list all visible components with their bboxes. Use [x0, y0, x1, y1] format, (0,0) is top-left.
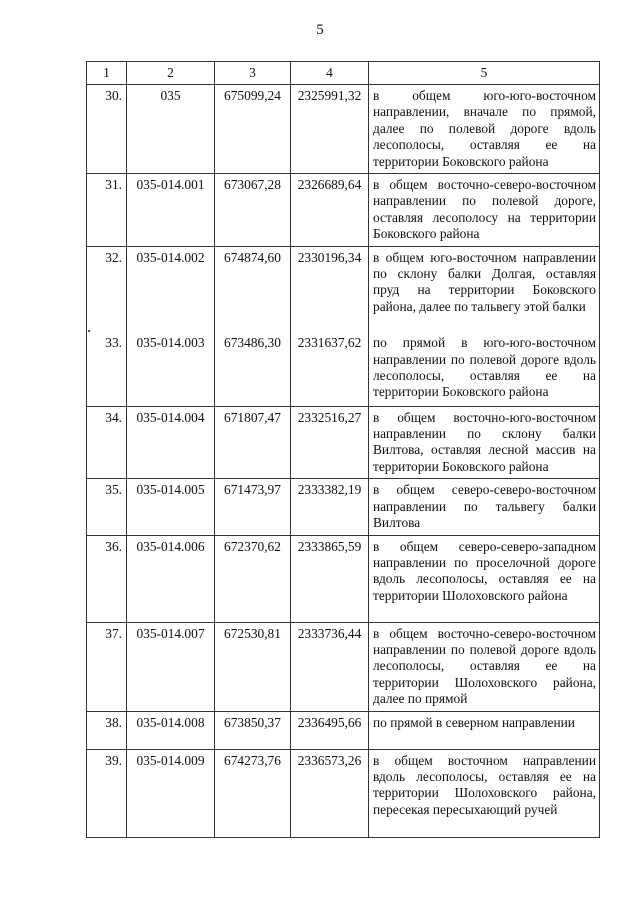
table-row — [87, 622, 600, 711]
point-code: 035-014.004 — [127, 406, 215, 479]
point-code: 035-014.003 — [127, 332, 215, 406]
y-coordinate: 2330196,34 — [291, 246, 369, 332]
route-description: в общем юго-восточном направлении по склону балки Долгая, оставляя пруд на территории Боковского района, далее по тальвегу этой балки — [369, 246, 600, 332]
row-number: 35. — [87, 479, 127, 535]
point-code: 035 — [127, 85, 215, 174]
table-row — [87, 174, 600, 247]
boundary-points-table — [86, 61, 600, 838]
x-coordinate: 673067,28 — [215, 174, 291, 247]
header-row — [87, 62, 600, 85]
col-header-2: 2 — [127, 62, 215, 85]
row-number: 34. — [87, 406, 127, 479]
y-coordinate: 2326689,64 — [291, 174, 369, 247]
route-description: по прямой в юго-юго-восточном направлении по полевой дороге вдоль лесополосы, оставляя ее на территории Боковского района — [369, 332, 600, 406]
point-code: 035-014.005 — [127, 479, 215, 535]
x-coordinate: 673486,30 — [215, 332, 291, 406]
row-number: 38. — [87, 711, 127, 749]
point-code: 035-014.007 — [127, 622, 215, 711]
x-coordinate: 675099,24 — [215, 85, 291, 174]
y-coordinate: 2325991,32 — [291, 85, 369, 174]
route-description: в общем восточно-северо-восточном направлении по полевой дороге вдоль лесополосы, оставляя ее на территории Шолоховского района, далее по прямой — [369, 622, 600, 711]
row-number: 36. — [87, 535, 127, 622]
table-row — [87, 332, 600, 406]
route-description: по прямой в северном направлении — [369, 711, 600, 749]
y-coordinate: 2332516,27 — [291, 406, 369, 479]
row-number: 31. — [87, 174, 127, 247]
point-code: 035-014.001 — [127, 174, 215, 247]
table-row — [87, 85, 600, 174]
table-row — [87, 406, 600, 479]
y-coordinate: 2333382,19 — [291, 479, 369, 535]
row-number: 37. — [87, 622, 127, 711]
col-header-5: 5 — [369, 62, 600, 85]
table-row — [87, 711, 600, 749]
route-description: в общем восточном направлении вдоль лесополосы, оставляя ее на территории Шолоховского района, пересекая пересыхающий ручей — [369, 749, 600, 837]
table-row — [87, 246, 600, 332]
route-description: в общем восточно-юго-восточном направлении по склону балки Вилтова, оставляя лесной массив на территории Боковского района — [369, 406, 600, 479]
page-number: 5 — [316, 22, 324, 38]
row-number: 32. — [87, 246, 127, 332]
col-header-3: 3 — [215, 62, 291, 85]
route-description: в общем юго-юго-восточном направлении, вначале по прямой, далее по полевой дороге вдоль лесополосы, оставляя ее на территории Боковского района — [369, 85, 600, 174]
y-coordinate: 2333736,44 — [291, 622, 369, 711]
route-description: в общем северо-северо-западном направлении по проселочной дороге вдоль лесополосы, оставляя ее на территории Шолоховского района — [369, 535, 600, 622]
point-code: 035-014.006 — [127, 535, 215, 622]
y-coordinate: 2336573,26 — [291, 749, 369, 837]
x-coordinate: 672370,62 — [215, 535, 291, 622]
point-code: 035-014.002 — [127, 246, 215, 332]
table-row — [87, 749, 600, 837]
x-coordinate: 672530,81 — [215, 622, 291, 711]
row-number: 33. — [87, 332, 127, 406]
col-header-4: 4 — [291, 62, 369, 85]
table-row — [87, 535, 600, 622]
y-coordinate: 2333865,59 — [291, 535, 369, 622]
x-coordinate: 674273,76 — [215, 749, 291, 837]
x-coordinate: 673850,37 — [215, 711, 291, 749]
point-code: 035-014.009 — [127, 749, 215, 837]
col-header-1: 1 — [87, 62, 127, 85]
table-body — [87, 85, 600, 838]
y-coordinate: 2336495,66 — [291, 711, 369, 749]
table-row — [87, 479, 600, 535]
x-coordinate: 671473,97 — [215, 479, 291, 535]
x-coordinate: 674874,60 — [215, 246, 291, 332]
route-description: в общем восточно-северо-восточном направлении по полевой дороге, оставляя лесополосу на территории Боковского района — [369, 174, 600, 247]
y-coordinate: 2331637,62 — [291, 332, 369, 406]
row-number: 39. — [87, 749, 127, 837]
x-coordinate: 671807,47 — [215, 406, 291, 479]
route-description: в общем северо-северо-восточном направлении по тальвегу балки Вилтова — [369, 479, 600, 535]
point-code: 035-014.008 — [127, 711, 215, 749]
row-number: 30. — [87, 85, 127, 174]
